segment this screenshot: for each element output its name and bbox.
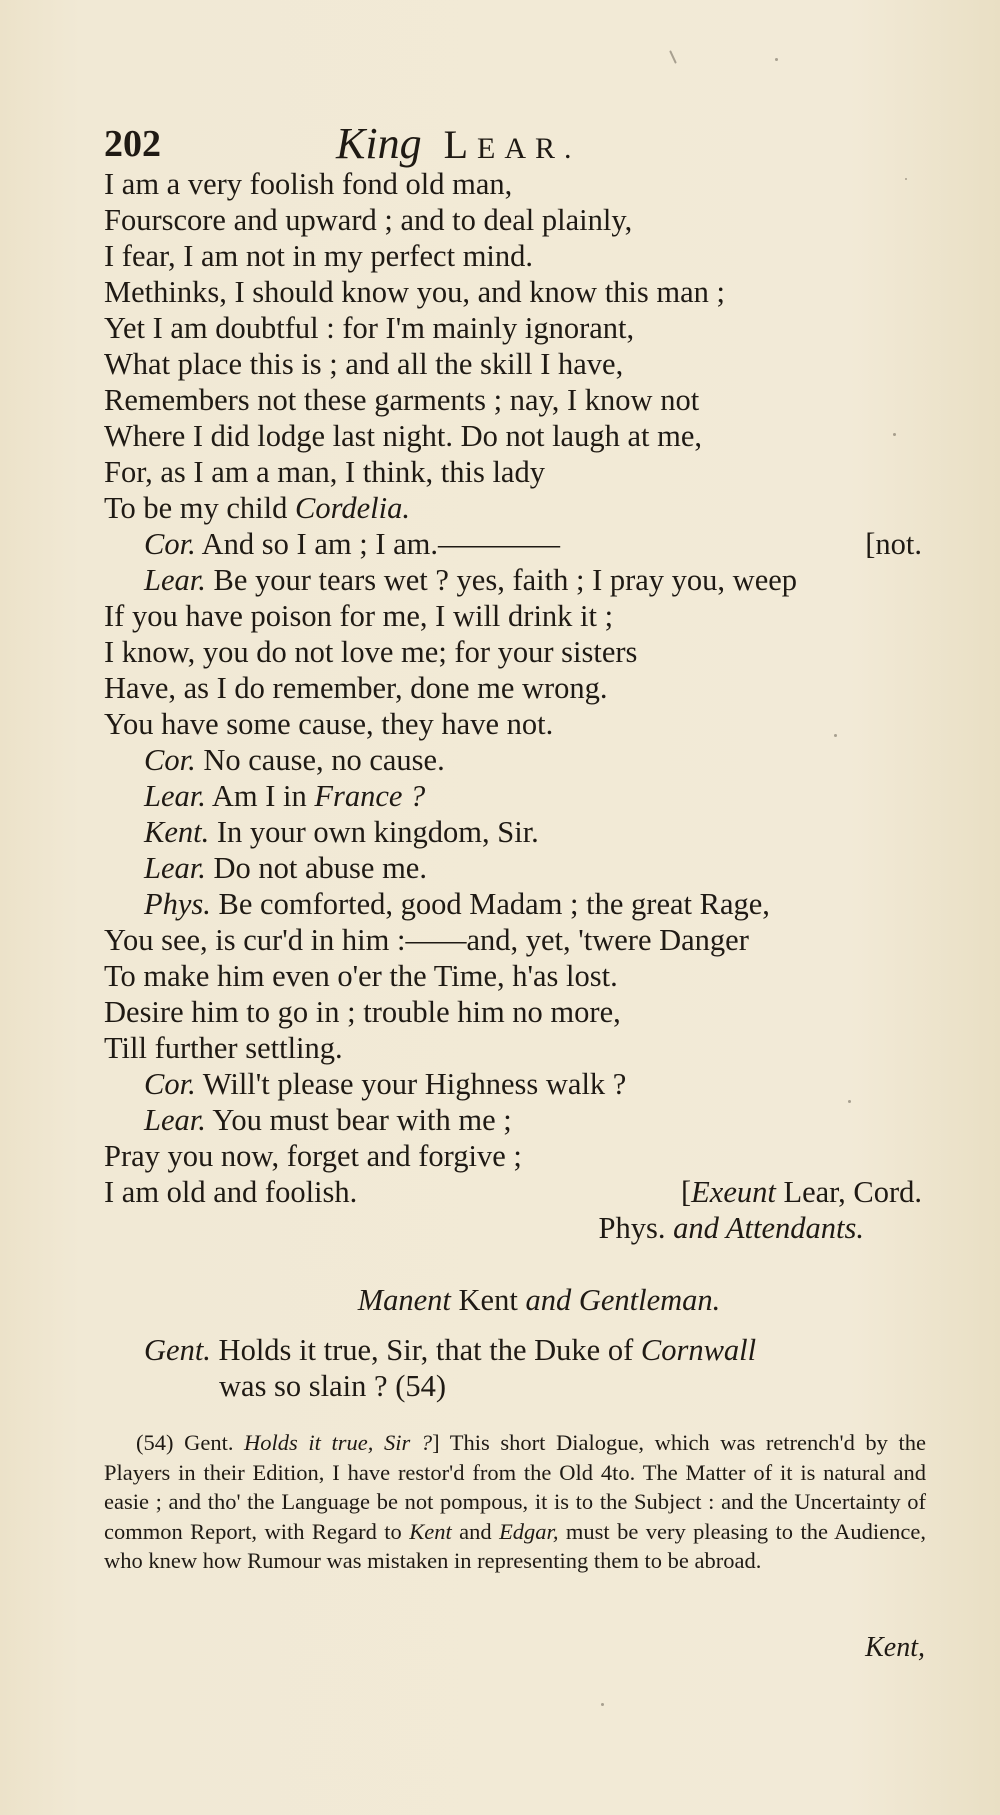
verse-line: Yet I am doubtful : for I'm mainly ignorant,: [104, 311, 635, 345]
speaker-name: Gent.: [144, 1333, 211, 1367]
verse-line: Desire him to go in ; trouble him no more,: [104, 995, 621, 1029]
running-title-italic: King: [336, 119, 422, 168]
verse-line: Have, as I do remember, done me wrong.: [104, 671, 608, 705]
stage-direction-exeunt-cont: Phys. and Attendants.: [598, 1211, 864, 1245]
verse-line: Fourscore and upward ; and to deal plainly,: [104, 203, 633, 237]
speaker-name: Cor.: [144, 527, 196, 561]
paper-speck: [775, 58, 778, 61]
paper-speck: [905, 178, 907, 180]
speech-line: Lear. Am I in France ?: [144, 779, 426, 813]
page-header: [104, 118, 664, 168]
verse-line: Remembers not these garments ; nay, I know not: [104, 383, 700, 417]
verse-line: If you have poison for me, I will drink it ;: [104, 599, 614, 633]
stage-direction: [not.: [865, 527, 922, 561]
speaker-name: Lear.: [144, 779, 206, 813]
verse-line: Till further settling.: [104, 1031, 343, 1065]
verse-line: What place this is ; and all the skill I have,: [104, 347, 624, 381]
speaker-name: Lear.: [144, 851, 206, 885]
verse-line: I am a very foolish fond old man,: [104, 167, 513, 201]
verse-line: To be my child Cordelia.: [104, 491, 410, 525]
scene-direction: Manent Kent and Gentleman.: [357, 1283, 721, 1317]
speaker-name: Kent.: [144, 815, 210, 849]
place-name: France ?: [314, 779, 426, 813]
place-name: Cornwall: [640, 1333, 757, 1367]
running-title-caps: LEAR.: [443, 122, 581, 167]
verse-line: I know, you do not love me; for your sisters: [104, 635, 638, 669]
character-name: Cordelia.: [295, 491, 410, 525]
stage-direction-exeunt: [Exeunt Lear, Cord.: [680, 1175, 922, 1209]
speech-line: Phys. Be comforted, good Madam ; the great Rage,: [144, 887, 770, 921]
verse-text: [104, 166, 934, 1404]
speech-line: Lear. Do not abuse me.: [144, 851, 427, 885]
speaker-name: Lear.: [144, 1103, 206, 1137]
catchword: Kent,: [865, 1632, 925, 1663]
speech-line: Lear. Be your tears wet ? yes, faith ; I pray you, weep: [144, 563, 798, 597]
speech-line-cont: was so slain ? (54): [219, 1369, 447, 1403]
speech-line: Cor. Will't please your Highness walk ?: [144, 1067, 627, 1101]
footnote: (54) Gent. Holds it true, Sir ?] This short Dialogue, which was retrench'd by the Players in their Edition, I have restor'd from the Old 4to. The Matter of it is natural and easie ; and tho' the Language be not pompous, it is to the Subject : and the Uncertainty of common Report, with Regard to Kent and Edgar, must be very pleasing to the Audience, who knew how Rumour was mistaken in representing them to be abroad.: [104, 1430, 926, 1573]
running-title: [336, 118, 581, 169]
verse-line: You see, is cur'd in him :——and, yet, 'twere Danger: [104, 923, 749, 957]
paper-speck: [893, 433, 896, 436]
paper-speck: [834, 734, 837, 737]
paper-speck: [669, 50, 677, 64]
verse-line: Where I did lodge last night. Do not laugh at me,: [104, 419, 702, 453]
speaker-name: Lear.: [144, 563, 206, 597]
verse-line: Pray you now, forget and forgive ;: [104, 1139, 522, 1173]
speaker-name: Phys.: [144, 887, 211, 921]
page-number: 202: [104, 123, 161, 165]
verse-line: To make him even o'er the Time, h'as lost.: [104, 959, 618, 993]
speech-line: Kent. In your own kingdom, Sir.: [144, 815, 539, 849]
speech-line: Cor. And so I am ; I am.———— [not.: [144, 527, 922, 561]
paper-speck: [601, 1703, 604, 1706]
verse-line: [104, 1210, 934, 1246]
paper-speck: [848, 1100, 851, 1103]
speech-line: Gent. Holds it true, Sir, that the Duke of Cornwall: [144, 1333, 757, 1367]
speech-line: Lear. You must bear with me ;: [144, 1103, 512, 1137]
speaker-name: Cor.: [144, 743, 196, 777]
verse-line: I fear, I am not in my perfect mind.: [104, 239, 534, 273]
verse-line: Methinks, I should know you, and know this man ;: [104, 275, 725, 309]
verse-line: For, as I am a man, I think, this lady: [104, 455, 545, 489]
verse-line: You have some cause, they have not.: [104, 707, 554, 741]
speaker-name: Cor.: [144, 1067, 196, 1101]
verse-line: I am old and foolish. [Exeunt Lear, Cord.: [104, 1175, 922, 1209]
speech-line: Cor. No cause, no cause.: [144, 743, 445, 777]
